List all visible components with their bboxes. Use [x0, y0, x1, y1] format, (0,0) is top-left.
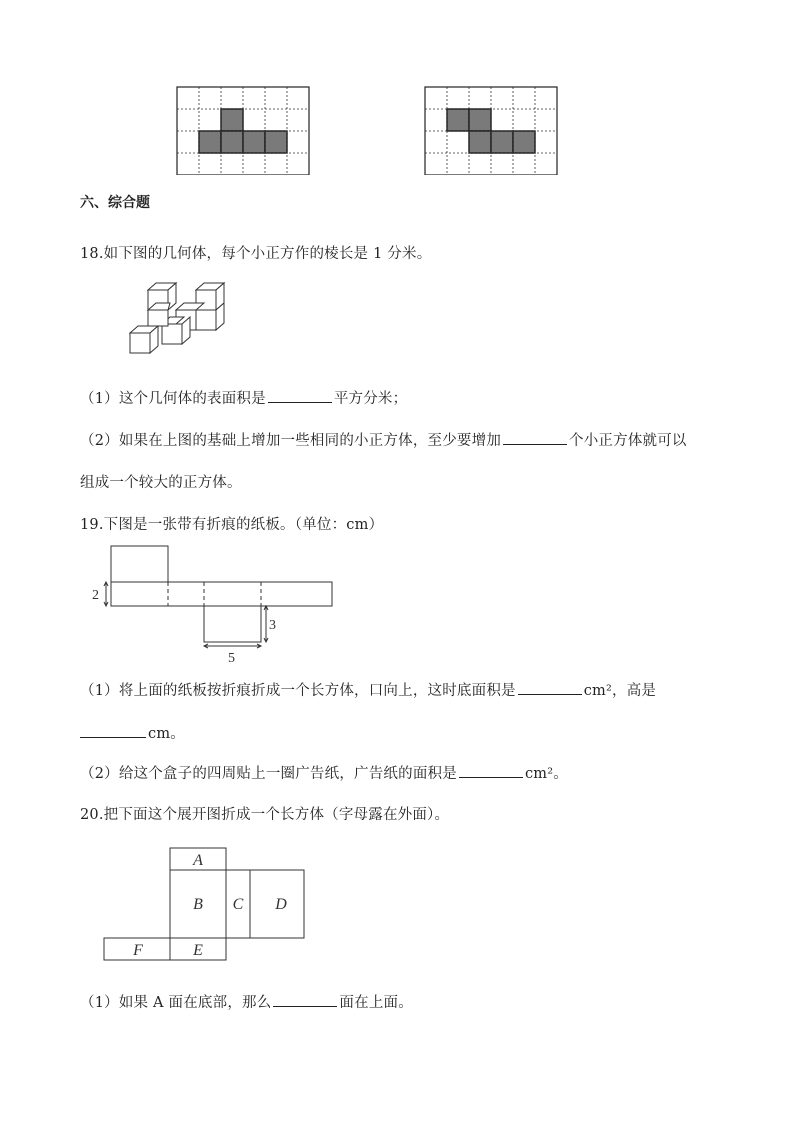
- q20-part1-prefix: （1）如果 A 面在底部，那么: [80, 995, 272, 1011]
- q20-answer1-blank[interactable]: [273, 994, 337, 1007]
- shaded-cell: [199, 131, 221, 153]
- q19-answer2-blank[interactable]: [80, 725, 146, 738]
- grid-figure-left: [175, 85, 311, 175]
- net-face-f: F: [133, 942, 143, 959]
- net-face-c: C: [232, 896, 244, 913]
- shaded-cell: [265, 131, 287, 153]
- cuboid-net-figure: [102, 846, 306, 964]
- shaded-cell: [221, 131, 243, 153]
- q19-answer3-blank[interactable]: [459, 765, 523, 778]
- q18-answer2-blank[interactable]: [503, 432, 567, 445]
- q18-part1-prefix: （1）这个几何体的表面积是: [80, 391, 266, 407]
- dim-height-label: 2: [92, 588, 99, 603]
- q18-part1: [80, 387, 407, 408]
- q19-answer1-blank[interactable]: [518, 682, 582, 695]
- net-face-b: B: [193, 896, 203, 913]
- q19-part2-suffix: cm²。: [524, 766, 568, 782]
- q18-part2-line2: 组成一个较大的正方体。: [80, 475, 242, 491]
- q19-part1-prefix: （1）将上面的纸板按折痕折成一个长方体，口向上，这时底面积是: [80, 683, 516, 699]
- q18-stem: 18.如下图的几何体，每个小正方作的棱长是 1 分米。: [80, 246, 432, 262]
- net-face-d: D: [275, 896, 287, 913]
- shaded-cell: [447, 109, 469, 131]
- shaded-cell: [221, 109, 243, 131]
- shaded-cell: [513, 131, 535, 153]
- q18-answer1-blank[interactable]: [268, 390, 332, 403]
- shaded-cell: [243, 131, 265, 153]
- q19-part2-prefix: （2）给这个盒子的四周贴上一圈广告纸，广告纸的面积是: [80, 766, 457, 782]
- net-face-a: A: [193, 852, 203, 869]
- q20-stem: 20.把下面这个展开图折成一个长方体（字母露在外面）。: [80, 807, 450, 823]
- shaded-cell: [469, 109, 491, 131]
- q18-part2-prefix: （2）如果在上图的基础上增加一些相同的小正方体，至少要增加: [80, 433, 502, 449]
- dim-side-label: 3: [269, 618, 276, 633]
- q19-part1: [80, 679, 656, 700]
- cube-solid-figure: [126, 280, 238, 366]
- shaded-cell: [469, 131, 491, 153]
- q20-part1: [80, 991, 413, 1012]
- q19-stem: 19.下图是一张带有折痕的纸板。（单位：cm）: [80, 517, 384, 533]
- shaded-cell: [491, 131, 513, 153]
- q19-part1-mid: cm²，高是: [583, 683, 657, 699]
- q19-part1-line2-suffix: cm。: [148, 726, 185, 742]
- q19-part2: [80, 762, 568, 783]
- q20-part1-suffix: 面在上面。: [339, 995, 413, 1011]
- q19-part1-line2: [80, 722, 185, 743]
- section-title: 六、综合题: [80, 195, 150, 211]
- dim-length-label: 5: [228, 651, 235, 666]
- q18-part1-suffix: 平方分米；: [333, 391, 408, 407]
- grid-figure-right: [423, 85, 559, 175]
- folding-board-figure: [86, 542, 336, 666]
- q18-part2: [80, 429, 687, 450]
- q18-part2-suffix: 个小正方体就可以: [569, 433, 687, 449]
- net-face-e: E: [193, 942, 203, 959]
